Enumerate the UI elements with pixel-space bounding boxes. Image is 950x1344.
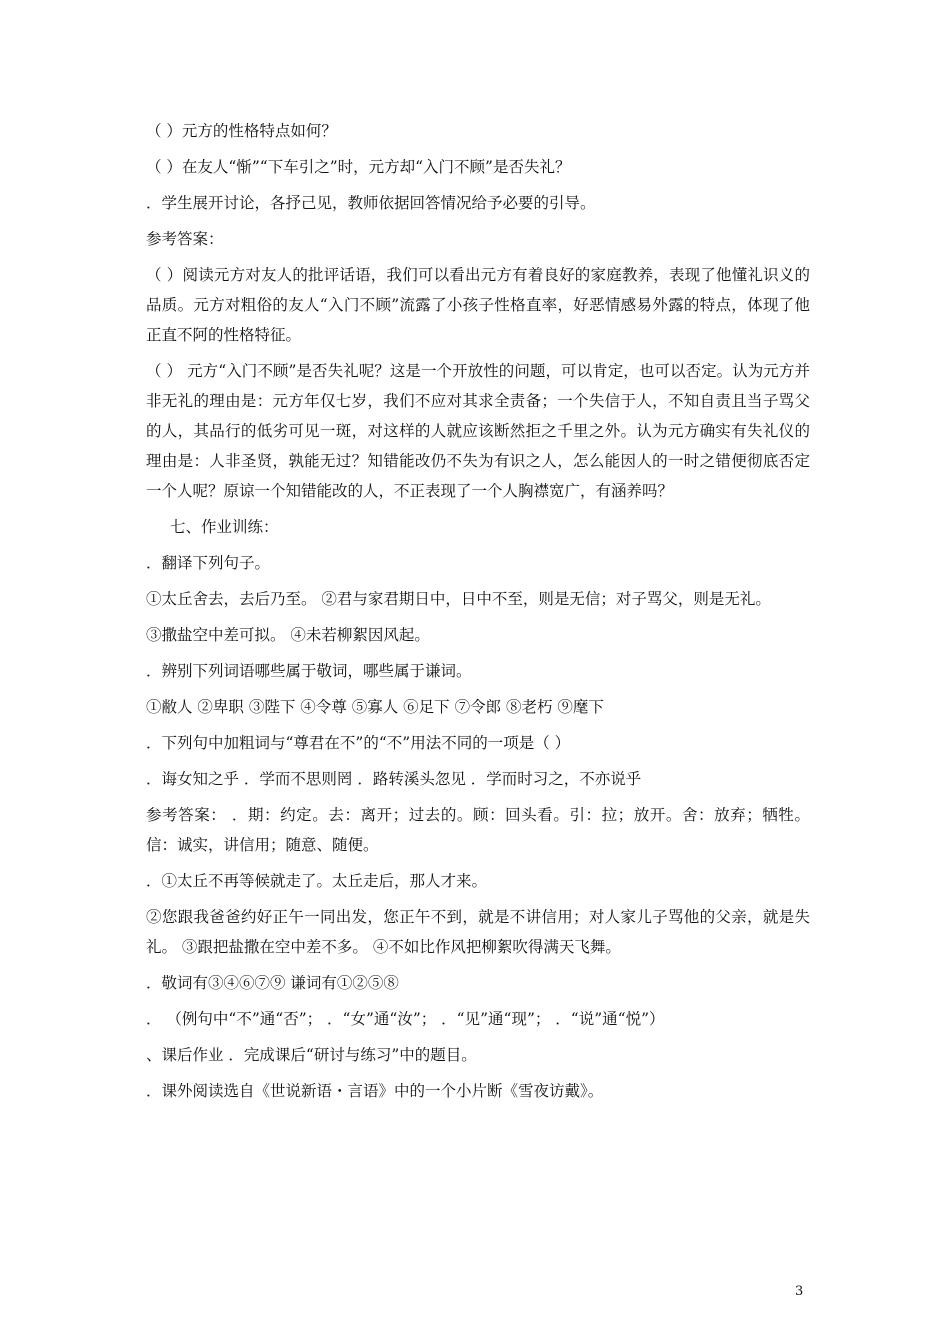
answer-paragraph-2: （ ） 元方“入门不顾”是否失礼呢？这是一个开放性的问题，可以肯定，也可以否定。认为元方并非无礼的理由是：元方年仅七岁，我们不应对其求全责备；一个失信于人，不知自责且当子骂父的人，其品行的低劣可见一斑，对这样的人就应该断然拒之千里之外。认为元方确实有失礼仪的理由是：人非圣贤，孰能无过？知错能改仍不失为有识之人，怎么能因人的一时之错便彻底否定一个人呢？原谅一个知错能改的人，不正表现了一个人胸襟宽广，有涵养吗？ — [146, 362, 810, 500]
exercise-sentences-2: ③撒盐空中差可拟。 ④未若柳絮因风起。 — [146, 626, 430, 644]
section-heading-homework: 七、作业训练： — [170, 518, 279, 536]
document-body — [146, 120, 810, 1116]
exercise-translate: ．翻译下列句子。 — [146, 554, 271, 572]
exercise-word-list: ①敝人 ②卑职 ③陛下 ④令尊 ⑤寡人 ⑥足下 ⑦令郎 ⑧老朽 ⑨麾下 — [146, 698, 604, 716]
page-number: 3 — [795, 1284, 804, 1299]
question-character: （ ）元方的性格特点如何？ — [146, 122, 337, 140]
answer-translation-1: ．①太丘不再等候就走了。太丘走后，那人才来。 — [146, 872, 488, 890]
reference-answers: 参考答案： ．期：约定。去：离开；过去的。顾：回头看。引：拉；放开。舍：放弃；牺牲。信：诚实，讲信用；随意、随便。 — [146, 806, 810, 854]
exercise-options: ．诲女知之乎 ．学而不思则罔 ．路转溪头忽见 ．学而时习之，不亦说乎 — [146, 770, 642, 788]
answer-honorifics: ．敬词有③④⑥⑦⑨ 谦词有①②⑤⑧ — [146, 974, 399, 992]
exercise-sentences-1: ①太丘舍去，去后乃至。 ②君与家君期日中，日中不至，则是无信；对子骂父，则是无礼。 — [146, 590, 771, 608]
answer-paragraph-1: （ ）阅读元方对友人的批评话语，我们可以看出元方有着良好的家庭教养，表现了他懂礼识义的品质。元方对粗俗的友人“入门不顾”流露了小孩子性格直率，好恶情感易外露的特点，体现了他正直不阿的性格特征。 — [146, 266, 810, 344]
extra-reading: ．课外阅读选自《世说新语・言语》中的一个小片断《雪夜访戴》。 — [146, 1082, 604, 1100]
question-etiquette: （ ）在友人“惭”“下车引之”时，元方却“入门不顾”是否失礼？ — [146, 158, 571, 176]
answer-translation-2: ②您跟我爸爸约好正午一同出发，您正午不到，就是不讲信用；对人家儿子骂他的父亲，就是失礼。 ③跟把盐撒在空中差不多。 ④不如比作风把柳絮吹得满天飞舞。 — [146, 908, 810, 956]
discussion-note: ．学生展开讨论，各抒己见，教师依据回答情况给予必要的引导。 — [146, 194, 596, 212]
exercise-honorifics: ．辨别下列词语哪些属于敬词，哪些属于谦词。 — [146, 662, 472, 680]
answer-usage: ． （例句中“不”通“否”； ．“女”通“汝”； ．“见”通“现”； ．“说”通“悦”） — [146, 1010, 665, 1028]
exercise-usage: ．下列句中加粗词与“尊君在不”的“不”用法不同的一项是（ ） — [146, 734, 571, 752]
answer-heading: 参考答案： — [146, 230, 224, 248]
after-class-homework: 、课后作业 ．完成课后“研讨与练习”中的题目。 — [146, 1046, 477, 1064]
